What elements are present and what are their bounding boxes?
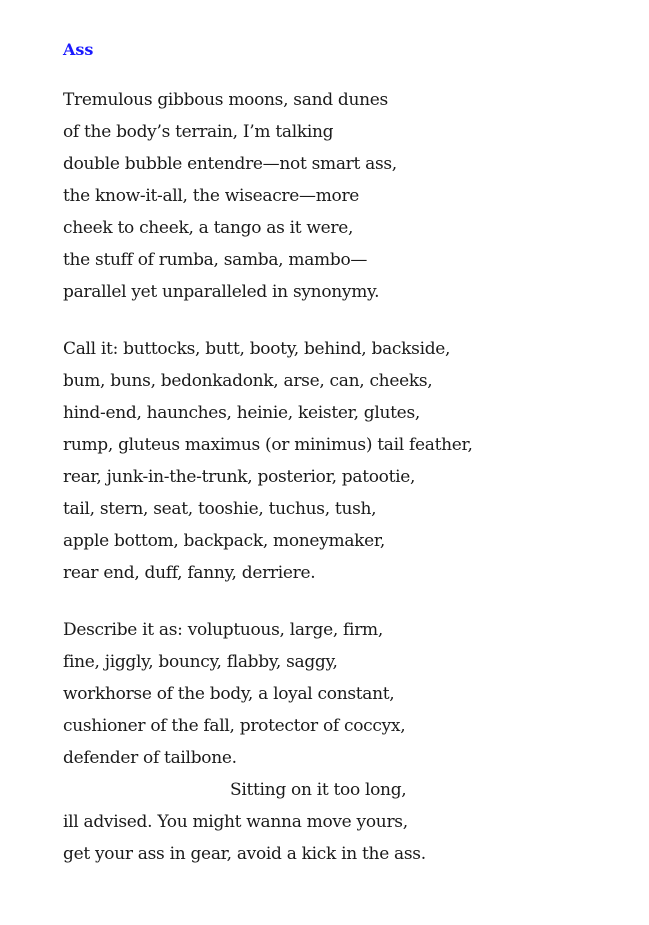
poem-line: the stuff of rumba, samba, mambo— xyxy=(63,250,368,270)
poem-line: rear end, duff, fanny, derriere. xyxy=(63,563,316,583)
poem-line-indented: Sitting on it too long, xyxy=(230,780,407,800)
poem-line: rump, gluteus maximus (or minimus) tail feather, xyxy=(63,435,473,455)
poem-line: tail, stern, seat, tooshie, tuchus, tush, xyxy=(63,499,377,519)
poem-line: hind-end, haunches, heinie, keister, glutes, xyxy=(63,403,420,423)
poem-line: rear, junk-in-the-trunk, posterior, patootie, xyxy=(63,467,416,487)
poem-line: bum, buns, bedonkadonk, arse, can, cheeks, xyxy=(63,371,433,391)
poem-page xyxy=(63,36,623,895)
poem-line: workhorse of the body, a loyal constant, xyxy=(63,684,395,704)
poem-line: parallel yet unparalleled in synonymy. xyxy=(63,282,380,302)
poem-line: Tremulous gibbous moons, sand dunes xyxy=(63,90,388,110)
poem-line: cushioner of the fall, protector of coccyx, xyxy=(63,716,406,736)
poem-line: ill advised. You might wanna move yours, xyxy=(63,812,408,832)
poem-line: double bubble entendre—not smart ass, xyxy=(63,154,397,174)
poem-line: cheek to cheek, a tango as it were, xyxy=(63,218,354,238)
poem-line: Describe it as: voluptuous, large, firm, xyxy=(63,620,383,640)
poem-line: Call it: buttocks, butt, booty, behind, backside, xyxy=(63,339,451,359)
poem-line: fine, jiggly, bouncy, flabby, saggy, xyxy=(63,652,338,672)
stanza-1 xyxy=(63,84,623,308)
stanza-2 xyxy=(63,333,623,589)
stanza-3 xyxy=(63,614,623,870)
poem-line: apple bottom, backpack, moneymaker, xyxy=(63,531,385,551)
poem-line: defender of tailbone. xyxy=(63,748,237,768)
poem-line: of the body’s terrain, I’m talking xyxy=(63,122,334,142)
poem-line: get your ass in gear, avoid a kick in the ass. xyxy=(63,844,426,864)
poem-title: Ass xyxy=(63,40,94,59)
poem-line: the know-it-all, the wiseacre—more xyxy=(63,186,360,206)
